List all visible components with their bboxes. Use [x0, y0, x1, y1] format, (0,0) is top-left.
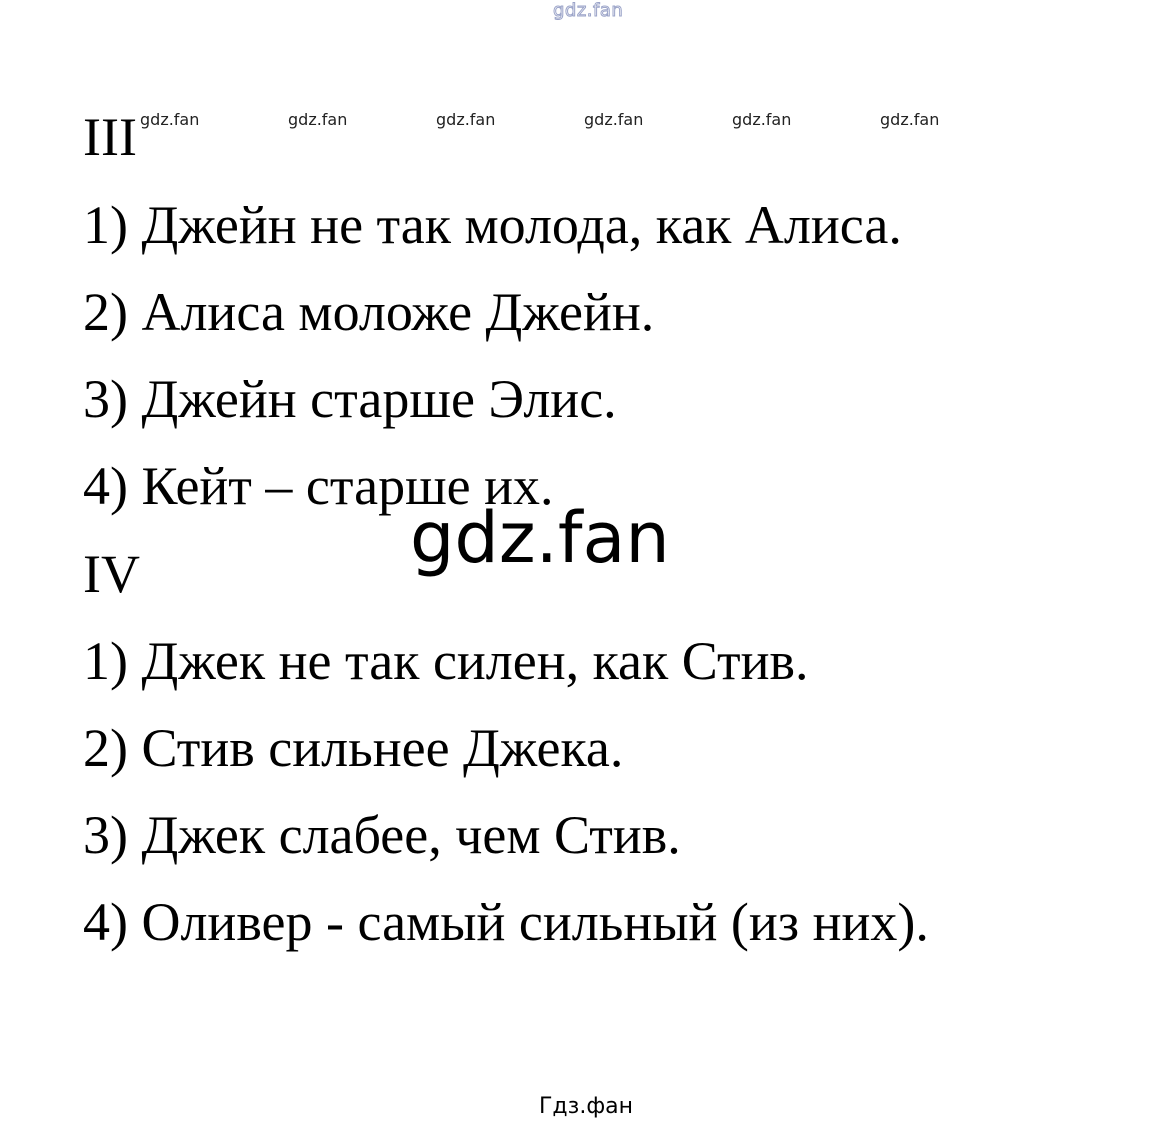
answer-line: 4) Кейт – старше их. [83, 456, 554, 516]
center-watermark: gdz.fan [410, 497, 670, 579]
answer-line: 3) Джейн старше Элис. [83, 369, 617, 429]
row-watermark: gdz.fan [732, 110, 792, 129]
answer-line: 3) Джек слабее, чем Стив. [83, 805, 681, 865]
section-heading-iv: IV [83, 544, 140, 604]
answer-line: 1) Джек не так силен, как Стив. [83, 631, 809, 691]
footer-watermark: Гдз.фан [539, 1094, 633, 1119]
watermark-row [0, 108, 1172, 132]
row-watermark: gdz.fan [880, 110, 940, 129]
row-watermark: gdz.fan [436, 110, 496, 129]
top-watermark: gdz.fan [553, 0, 624, 21]
row-watermark: gdz.fan [288, 110, 348, 129]
answer-line: 2) Алиса моложе Джейн. [83, 282, 655, 342]
answer-line: 4) Оливер - самый сильный (из них). [83, 892, 929, 952]
answer-line: 2) Стив сильнее Джека. [83, 718, 624, 778]
section-heading-iii: III [83, 107, 137, 167]
row-watermark: gdz.fan [584, 110, 644, 129]
row-watermark: gdz.fan [140, 110, 200, 129]
answer-line: 1) Джейн не так молода, как Алиса. [83, 195, 902, 255]
